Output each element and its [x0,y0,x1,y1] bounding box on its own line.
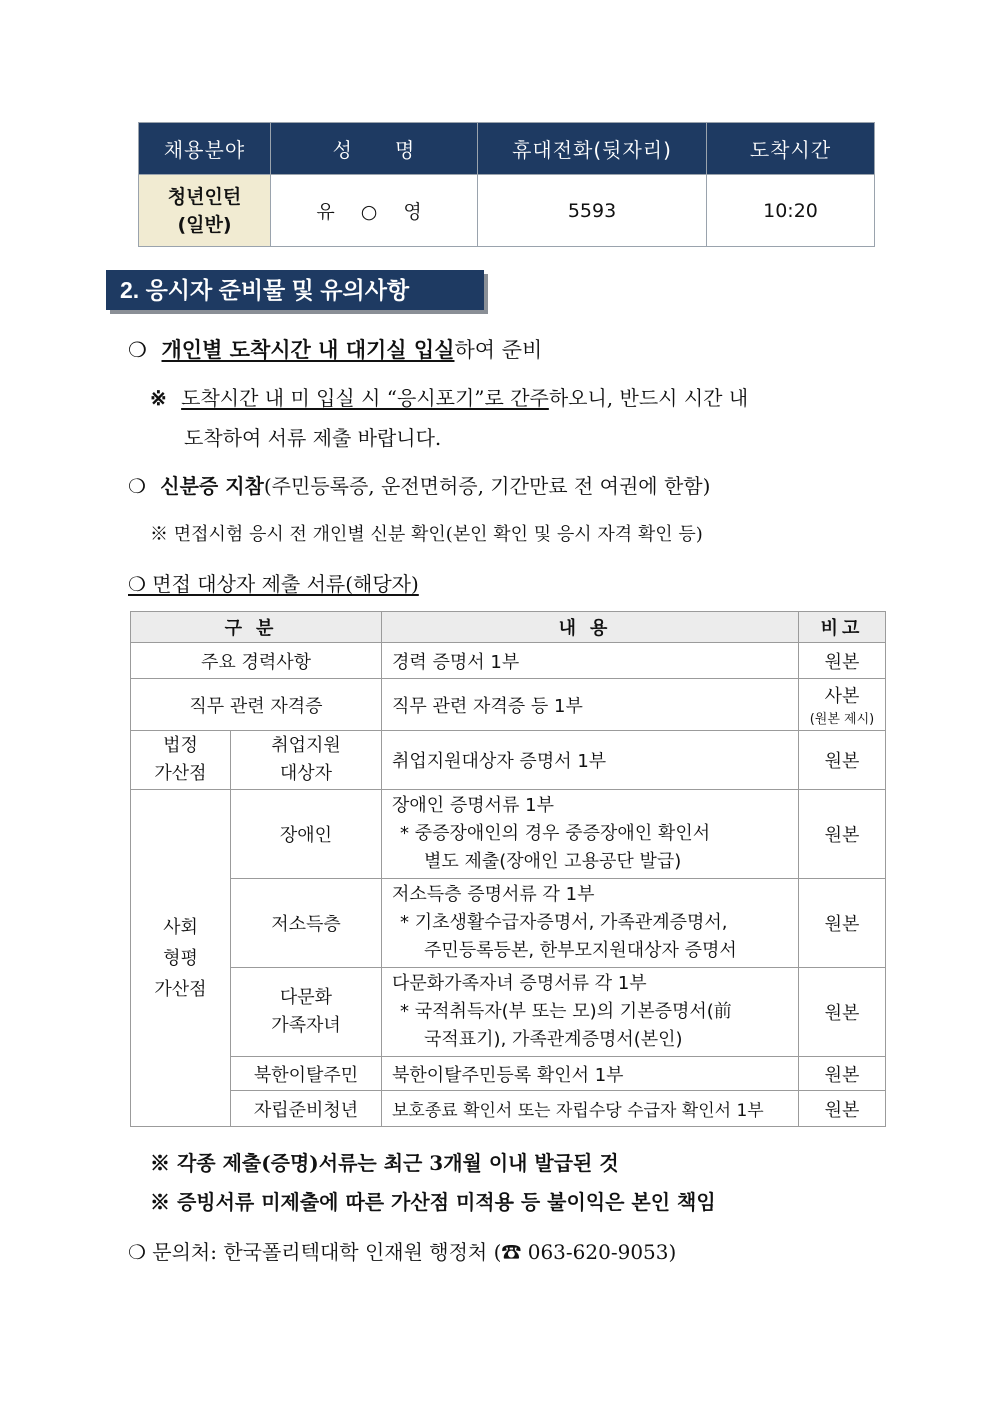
documents-table [130,611,886,1127]
header-division: 구분 [131,612,382,643]
table-row: 직무 관련 자격증 직무 관련 자격증 등 1부 사본 (원본 제시) [131,679,886,731]
note-arrival: ※ 도착시간 내 미 입실 시 “응시포기”로 간주하오니, 반드시 시간 내 [150,386,749,410]
table-row: 저소득층 저소득층 증명서류 각 1부 * 기초생활수급자증명서, 가족관계증명서, 주민등록등본, 한부모지원대상자 증명서 원본 [131,879,886,968]
applicant-table [138,122,875,247]
table-row [139,175,875,247]
contact-info: ❍ 문의처: 한국폴리텍대학 인재원 행정처 (☎ 063-620-9053) [128,1240,677,1264]
table-row: 사회 형평 가산점 장애인 장애인 증명서류 1부 * 중증장애인의 경우 중증장애인 확인서 별도 제출(장애인 고용공단 발급) 원본 [131,790,886,879]
item-arrival: ❍ 개인별 도착시간 내 대기실 입실하여 준비 [128,337,543,362]
header-category: 채용분야 [139,123,271,175]
table-row: 다문화 가족자녀 다문화가족자녀 증명서류 각 1부 * 국적취득자(부 또는 모)의 기본증명서(前 국적표기), 가족관계증명서(본인) 원본 [131,968,886,1057]
name-cell: 유 ○ 영 [271,175,478,247]
item-id: ❍ 신분증 지참(주민등록증, 운전면허증, 기간만료 전 여권에 한함) [128,474,711,498]
table-row: 법정 가산점 취업지원 대상자 취업지원대상자 증명서 1부 원본 [131,731,886,790]
table-row: 북한이탈주민 북한이탈주민등록 확인서 1부 원본 [131,1057,886,1091]
header-content: 내용 [382,612,799,643]
phone-cell: 5593 [478,175,707,247]
note-arrival-line2: 도착하여 서류 제출 바랍니다. [184,426,442,450]
header-name: 성 명 [271,123,478,175]
item-documents: ❍ 면접 대상자 제출 서류(해당자) [128,572,419,596]
table-row: 주요 경력사항 경력 증명서 1부 원본 [131,643,886,679]
header-remark: 비고 [799,612,886,643]
note-id: ※ 면접시험 응시 전 개인별 신분 확인(본인 확인 및 응시 자격 확인 등) [150,524,703,545]
social-group-cell: 사회 형평 가산점 [131,790,231,1127]
note-disadvantage: ※ 증빙서류 미제출에 따른 가산점 미적용 등 불이익은 본인 책임 [150,1190,716,1214]
table-row: 자립준비청년 보호종료 확인서 또는 자립수당 수급자 확인서 1부 원본 [131,1091,886,1127]
header-arrival: 도착시간 [707,123,875,175]
header-phone: 휴대전화(뒷자리) [478,123,707,175]
arrival-cell: 10:20 [707,175,875,247]
category-cell: 청년인턴 (일반) [139,175,271,247]
note-recency: ※ 각종 제출(증명)서류는 최근 3개월 이내 발급된 것 [150,1151,619,1175]
section-title: 2. 응시자 준비물 및 유의사항 [106,270,484,310]
